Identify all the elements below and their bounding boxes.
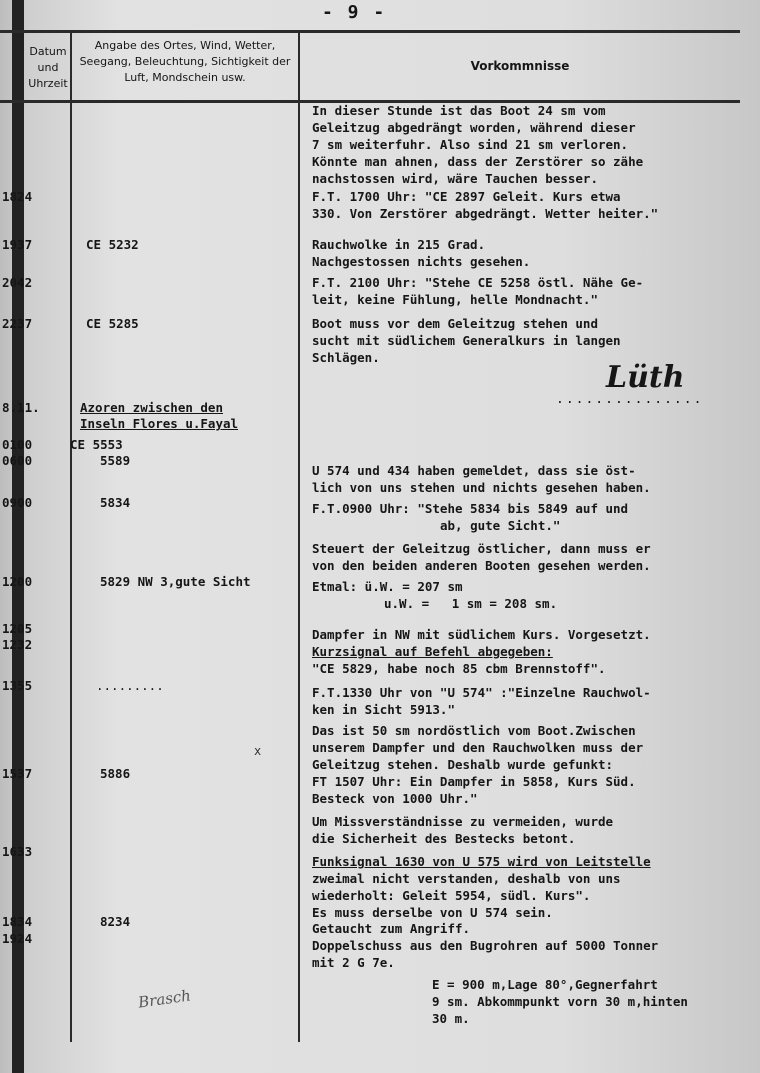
time-entry: 1633 — [2, 844, 33, 859]
event-line: die Sicherheit des Bestecks betont. — [312, 831, 576, 846]
time-entry: 1834 — [2, 914, 33, 929]
event-line: lich von uns stehen und nichts gesehen haben. — [312, 480, 651, 495]
event-line: Es muss derselbe von U 574 sein. — [312, 905, 553, 920]
time-entry: 0100 — [2, 437, 33, 452]
time-entry: 2237 — [2, 316, 33, 331]
location-entry: 5834 — [100, 495, 131, 510]
event-line: FT 1507 Uhr: Ein Dampfer in 5858, Kurs Süd. — [312, 774, 636, 789]
event-line: Steuert der Geleitzug östlicher, dann muss er — [312, 541, 651, 556]
event-line: 7 sm weiterfuhr. Also sind 21 sm verloren. — [312, 137, 629, 152]
event-line: Dampfer in NW mit südlichem Kurs. Vorgesetzt. — [312, 627, 651, 642]
event-line: Um Missverständnisse zu vermeiden, wurde — [312, 814, 614, 829]
event-line: F.T. 2100 Uhr: "Stehe CE 5258 östl. Nähe Ge- — [312, 275, 644, 290]
event-line: unserem Dampfer und den Rauchwolken muss der — [312, 740, 644, 755]
event-line: zweimal nicht verstanden, deshalb von uns — [312, 871, 621, 886]
event-line: "CE 5829, habe noch 85 cbm Brennstoff". — [312, 661, 606, 676]
event-line: Geleitzug abgedrängt worden, während dieser — [312, 120, 636, 135]
time-entry: 1355 — [2, 678, 33, 693]
event-line: nachstossen wird, wäre Tauchen besser. — [312, 171, 598, 186]
signature-line: ............... — [556, 392, 704, 407]
event-line: ken in Sicht 5913." — [312, 702, 455, 717]
event-line: E = 900 m,Lage 80°,Gegnerfahrt — [432, 977, 658, 992]
location-entry: Inseln Flores u.Fayal — [80, 416, 239, 431]
event-line: 330. Von Zerstörer abgedrängt. Wetter heiter." — [312, 206, 659, 221]
event-line: F.T.0900 Uhr: "Stehe 5834 bis 5849 auf und — [312, 501, 629, 516]
event-line: ab, gute Sicht." — [440, 518, 561, 533]
time-entry: 1824 — [2, 189, 33, 204]
location-entry: 5589 — [100, 453, 131, 468]
event-line: Besteck von 1000 Uhr." — [312, 791, 478, 806]
location-entry: ......... — [96, 678, 164, 693]
event-line: Geleitzug stehen. Deshalb wurde gefunkt: — [312, 757, 614, 772]
time-entry: 1924 — [2, 931, 33, 946]
event-line: mit 2 G 7e. — [312, 955, 395, 970]
event-line: Könnte man ahnen, dass der Zerstörer so zähe — [312, 154, 644, 169]
event-line: F.T. 1700 Uhr: "CE 2897 Geleit. Kurs etwa — [312, 189, 621, 204]
event-line: Getaucht zum Angriff. — [312, 921, 471, 936]
time-entry: 0900 — [2, 495, 33, 510]
location-entry: CE 5553 — [70, 437, 123, 452]
event-line: In dieser Stunde ist das Boot 24 sm vom — [312, 103, 606, 118]
event-line: Nachgestossen nichts gesehen. — [312, 254, 531, 269]
event-line: von den beiden anderen Booten gesehen werden. — [312, 558, 651, 573]
event-line: Das ist 50 sm nordöstlich vom Boot.Zwischen — [312, 723, 636, 738]
table-top-rule — [0, 30, 740, 33]
event-line: sucht mit südlichem Generalkurs in langen — [312, 333, 621, 348]
event-line: Etmal: ü.W. = 207 sm — [312, 579, 463, 594]
location-entry: 5829 NW 3,gute Sicht — [100, 574, 251, 589]
margin-cross-mark: x — [254, 744, 262, 758]
event-line: U 574 und 434 haben gemeldet, dass sie öst- — [312, 463, 636, 478]
location-entry: 8234 — [100, 914, 131, 929]
event-line: Funksignal 1630 von U 575 wird von Leitstelle — [312, 854, 651, 869]
time-entry: 0600 — [2, 453, 33, 468]
location-entry: 5886 — [100, 766, 131, 781]
header-events-label: Vorkommnisse — [470, 59, 570, 73]
column-divider-1 — [70, 32, 72, 1042]
column-divider-2 — [298, 32, 300, 1042]
event-line: Schlägen. — [312, 350, 380, 365]
event-line: Rauchwolke in 215 Grad. — [312, 237, 486, 252]
page-number: - 9 - — [322, 2, 387, 23]
event-line: leit, keine Fühlung, helle Mondnacht." — [312, 292, 598, 307]
pencil-annotation: Brasch — [137, 986, 192, 1012]
header-date-time: Datum und Uhrzeit — [28, 45, 68, 90]
event-line: Boot muss vor dem Geleitzug stehen und — [312, 316, 598, 331]
event-line: wiederholt: Geleit 5954, südl. Kurs". — [312, 888, 591, 903]
header-events — [300, 58, 740, 74]
commander-signature: Lüth — [606, 360, 685, 395]
location-entry: CE 5232 — [86, 237, 139, 252]
event-line: F.T.1330 Uhr von "U 574" :"Einzelne Rauchwol- — [312, 685, 651, 700]
event-line: 30 m. — [432, 1011, 470, 1026]
time-entry: 1200 — [2, 574, 33, 589]
time-entry: 1937 — [2, 237, 33, 252]
header-location-weather: Angabe des Ortes, Wind, Wetter, Seegang, Beleuchtung, Sichtigkeit der Luft, Mondschein usw. — [79, 39, 291, 84]
location-entry: CE 5285 — [86, 316, 139, 331]
time-entry: 1205 — [2, 621, 33, 636]
event-line: Kurzsignal auf Befehl abgegeben: — [312, 644, 553, 659]
location-entry: Azoren zwischen den — [80, 400, 223, 415]
event-line: 9 sm. Abkommpunkt vorn 30 m,hinten — [432, 994, 688, 1009]
time-entry: 2042 — [2, 275, 33, 290]
event-line: Doppelschuss aus den Bugrohren auf 5000 Tonner — [312, 938, 659, 953]
time-entry: 1232 — [2, 637, 33, 652]
time-entry: 1537 — [2, 766, 33, 781]
event-line: u.W. = 1 sm = 208 sm. — [384, 596, 558, 611]
time-entry: 8.11. — [2, 400, 40, 415]
